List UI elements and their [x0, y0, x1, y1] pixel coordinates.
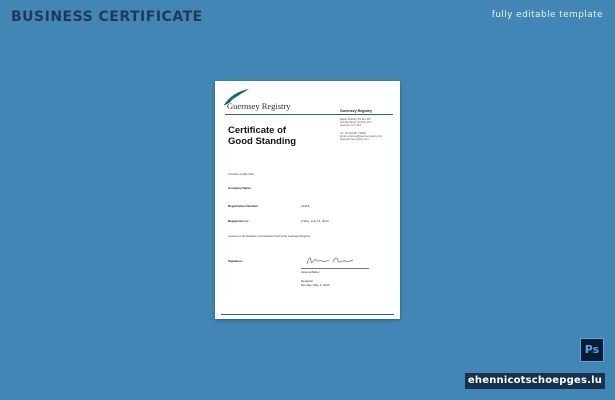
certificate-title — [228, 125, 296, 147]
registered-on-label: Registered on: — [228, 219, 250, 223]
intro-text: I hereby certify that: — [228, 172, 255, 176]
office-address — [340, 119, 371, 128]
template-note: fully editable template — [491, 10, 603, 20]
page-title: BUSINESS CERTIFICATE — [11, 9, 203, 25]
photoshop-icon: Ps — [580, 338, 604, 362]
signatory-role: Registrar — [301, 279, 314, 283]
signature-label: Signature: — [228, 259, 243, 263]
statement-text: remains on the Register of Companies held at the Guernsey Registry. — [228, 235, 311, 238]
contact-line: www.guernseyregistry.com — [340, 137, 369, 141]
footer-divider — [221, 314, 394, 315]
address-line: Market Building, PO Box 451 — [340, 118, 371, 121]
header-divider — [225, 114, 393, 115]
registration-number-value: 21318 — [301, 204, 310, 208]
contact-line: Tel: +44 (0)1481 743800 — [340, 132, 366, 135]
signatory-name: Helena Bailey — [301, 270, 320, 274]
address-line: Fountain Street, St Peter Port — [340, 120, 372, 124]
certificate-document — [215, 81, 400, 319]
certificate-title-line: Certificate of — [228, 125, 287, 136]
certificate-title-line: Good Standing — [228, 136, 297, 147]
company-name-label: Company Name: — [228, 186, 252, 190]
brand-name: Guernsey Registry — [227, 101, 291, 111]
signed-date: Monday, May 4, 2020 — [301, 283, 330, 287]
signature-line — [301, 268, 369, 269]
site-watermark: ehennicotschoepges.lu — [465, 373, 605, 389]
signature-image — [305, 254, 355, 267]
registration-number-label: Registration Number: — [228, 204, 259, 208]
office-contact — [340, 133, 382, 142]
contact-line: Email: enquiries@guernseyregistry.com — [340, 134, 383, 138]
registered-on-value: Friday, July 16, 2010 — [301, 219, 329, 223]
address-line: Guernsey GY1 3GX — [340, 123, 362, 127]
office-name: Guernsey Registry — [340, 109, 372, 113]
